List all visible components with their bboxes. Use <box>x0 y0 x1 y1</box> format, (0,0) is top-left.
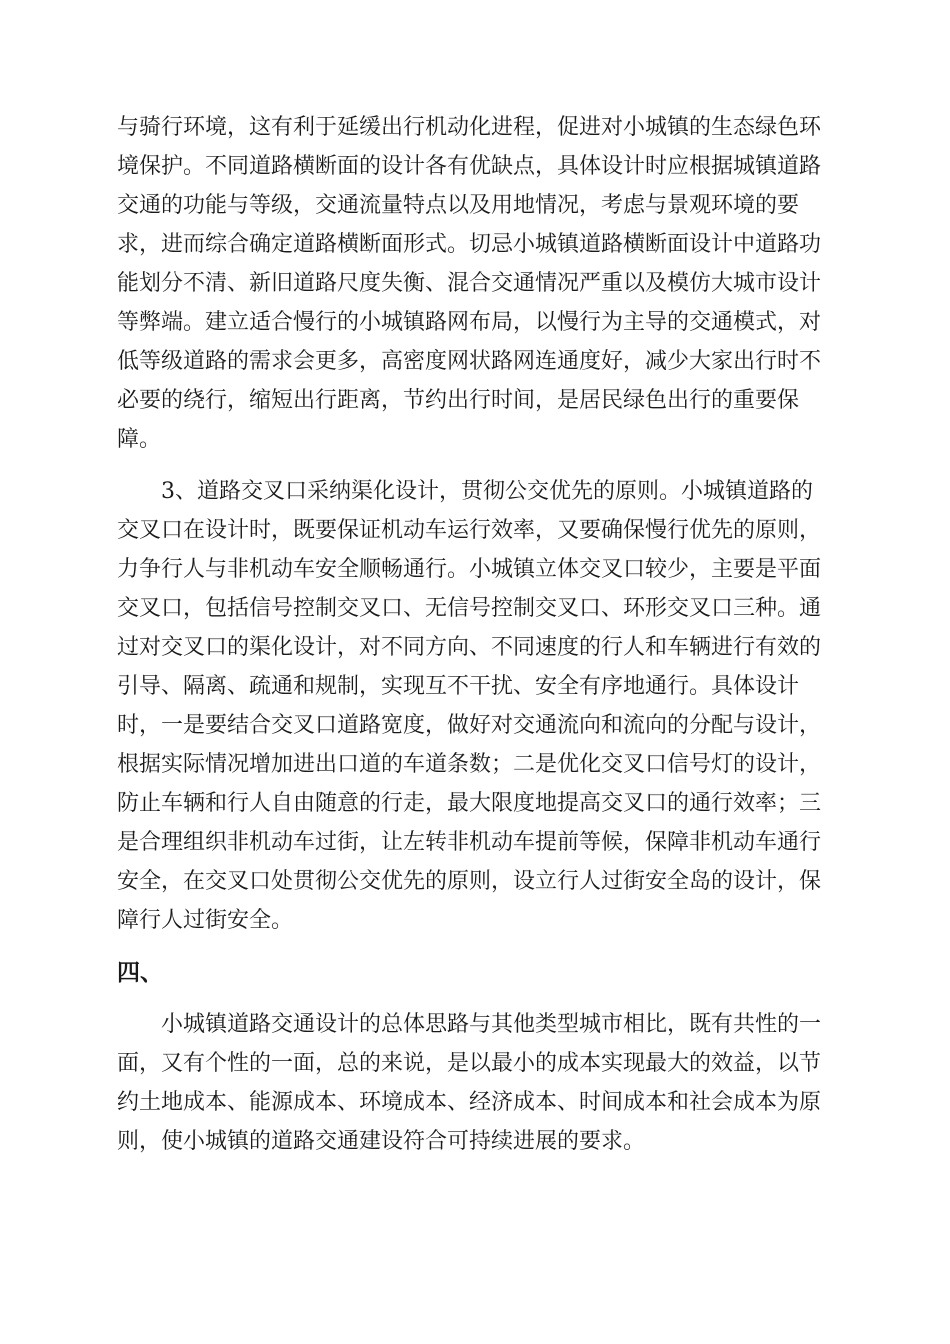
section-heading: 四、 <box>117 960 163 986</box>
text-line: 时，一是要结合交叉口道路宽度，做好对交通流向和流向的分配与设计， <box>117 713 822 738</box>
text-line: 等弊端。建立适合慢行的小城镇路网布局，以慢行为主导的交通模式，对 <box>117 310 822 335</box>
text-line: 根据实际情况增加进出口道的车道条数；二是优化交叉口信号灯的设计， <box>117 752 822 777</box>
text-line: 则，使小城镇的道路交通建设符合可持续进展的要求。 <box>117 1129 646 1154</box>
text-line: 必要的绕行，缩短出行距离，节约出行时间，是居民绿色出行的重要保 <box>117 388 800 413</box>
text-line: 障。 <box>117 427 162 452</box>
text-line: 安全，在交叉口处贯彻公交优先的原则，设立行人过街安全岛的设计，保 <box>117 869 822 894</box>
text-line: 力争行人与非机动车安全顺畅通行。小城镇立体交叉口较少，主要是平面 <box>117 557 822 582</box>
text-line: 交叉口，包括信号控制交叉口、无信号控制交叉口、环形交叉口三种。通 <box>117 596 822 621</box>
text-line: 是合理组织非机动车过街，让左转非机动车提前等候，保障非机动车通行 <box>117 830 822 855</box>
text-line: 过对交叉口的渠化设计，对不同方向、不同速度的行人和车辆进行有效的 <box>117 635 822 660</box>
text-line: 能划分不清、新旧道路尺度失衡、混合交通情况严重以及模仿大城市设计 <box>117 271 822 296</box>
text-line: 小城镇道路交通设计的总体思路与其他类型城市相比，既有共性的一 <box>161 1012 822 1037</box>
text-line: 与骑行环境，这有利于延缓出行机动化进程，促进对小城镇的生态绿色环 <box>117 115 822 140</box>
text-line: 障行人过街安全。 <box>117 908 294 933</box>
text-line: 交叉口在设计时，既要保证机动车运行效率，又要确保慢行优先的原则， <box>117 518 822 543</box>
text-line: 3、道路交叉口采纳渠化设计，贯彻公交优先的原则。小城镇道路的 <box>161 479 813 504</box>
text-line: 境保护。不同道路横断面的设计各有优缺点，具体设计时应根据城镇道路 <box>117 154 822 179</box>
text-line: 低等级道路的需求会更多，高密度网状路网连通度好，减少大家出行时不 <box>117 349 822 374</box>
text-line: 面，又有个性的一面，总的来说，是以最小的成本实现最大的效益，以节 <box>117 1051 822 1076</box>
text-line: 防止车辆和行人自由随意的行走，最大限度地提高交叉口的通行效率；三 <box>117 791 822 816</box>
text-line: 引导、隔离、疏通和规制，实现互不干扰、安全有序地通行。具体设计 <box>117 674 800 699</box>
text-line: 交通的功能与等级，交通流量特点以及用地情况，考虑与景观环境的要 <box>117 193 800 218</box>
text-line: 约土地成本、能源成本、环境成本、经济成本、时间成本和社会成本为原 <box>117 1090 822 1115</box>
text-line: 求，进而综合确定道路横断面形式。切忌小城镇道路横断面设计中道路功 <box>117 232 822 257</box>
